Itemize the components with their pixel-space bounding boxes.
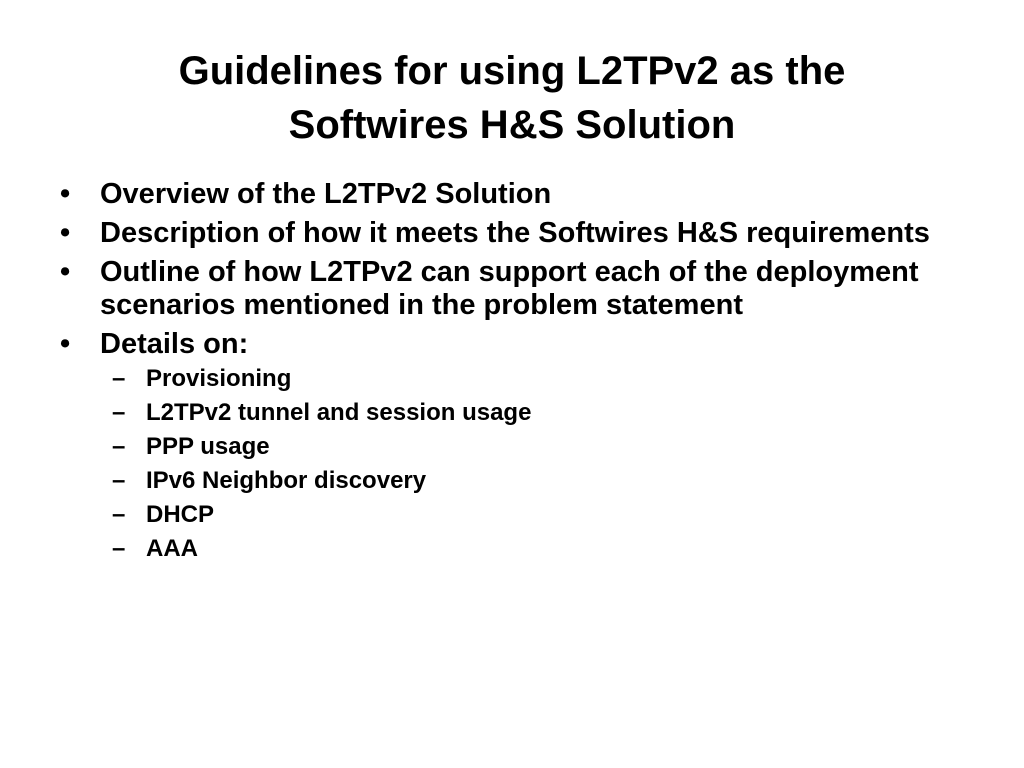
sub-item-aaa bbox=[100, 535, 936, 563]
sub-item-text: IPv6 Neighbor discovery bbox=[146, 467, 427, 494]
dash-icon: – bbox=[112, 433, 126, 460]
sub-item-text: L2TPv2 tunnel and session usage bbox=[146, 399, 532, 426]
dash-icon: – bbox=[112, 365, 126, 392]
bullet-item-description bbox=[56, 217, 936, 250]
dash-icon: – bbox=[112, 467, 126, 494]
bullet-icon: • bbox=[60, 217, 71, 249]
dash-icon: – bbox=[112, 535, 126, 562]
bullet-text: Overview of the L2TPv2 Solution bbox=[100, 178, 552, 210]
bullet-item-overview bbox=[56, 178, 936, 211]
sub-item-text: AAA bbox=[146, 535, 198, 562]
sub-item-ipv6-nd bbox=[100, 467, 936, 495]
sub-item-text: Provisioning bbox=[146, 365, 292, 392]
bullet-text: Outline of how L2TPv2 can support each of the deployment scenarios mentioned in the problem statement bbox=[100, 256, 919, 321]
dash-icon: – bbox=[112, 501, 126, 528]
slide-title-line-1: Guidelines for using L2TPv2 as the bbox=[178, 49, 846, 93]
bullet-text: Description of how it meets the Softwires H&S requirements bbox=[100, 217, 930, 249]
dash-icon: – bbox=[112, 399, 126, 426]
sub-item-tunnel-session bbox=[100, 399, 936, 427]
sub-item-text: PPP usage bbox=[146, 433, 270, 460]
sub-item-ppp bbox=[100, 433, 936, 461]
sub-item-provisioning bbox=[100, 365, 936, 393]
bullet-item-details bbox=[56, 328, 936, 563]
bullet-text: Details on: bbox=[100, 328, 249, 360]
slide-title bbox=[60, 44, 964, 152]
bullet-list bbox=[56, 178, 936, 569]
bullet-icon: • bbox=[60, 328, 71, 360]
sub-item-dhcp bbox=[100, 501, 936, 529]
sub-item-text: DHCP bbox=[146, 501, 215, 528]
bullet-icon: • bbox=[60, 256, 71, 288]
bullet-item-outline bbox=[56, 256, 936, 322]
slide-title-line-2: Softwires H&S Solution bbox=[288, 103, 736, 147]
details-sublist bbox=[100, 365, 936, 563]
bullet-icon: • bbox=[60, 178, 71, 210]
